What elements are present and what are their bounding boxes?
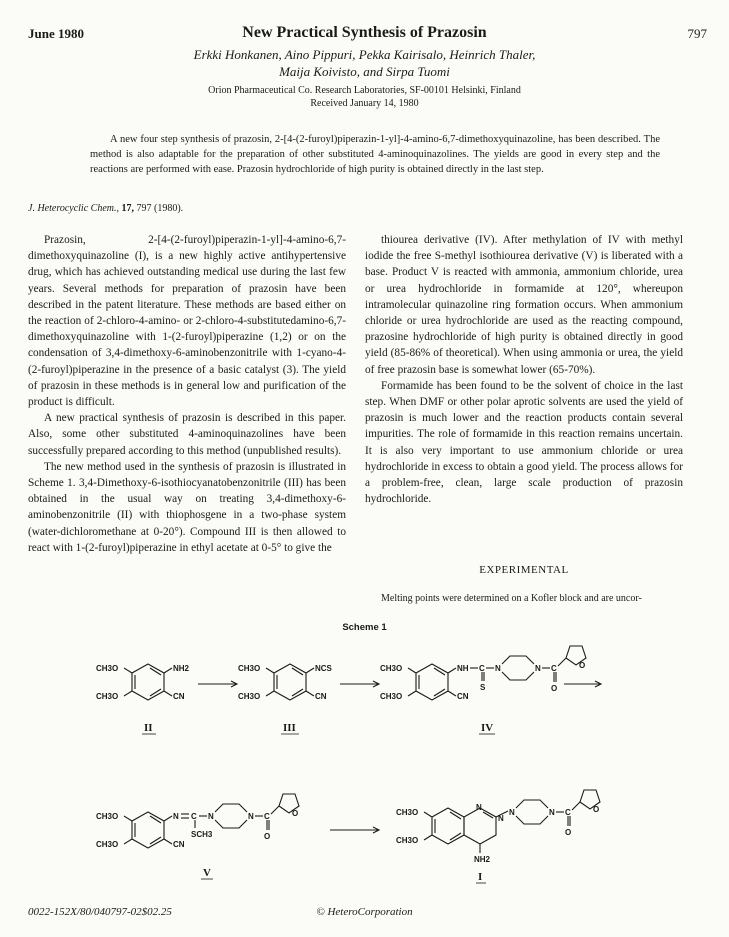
atom-label: N <box>208 812 214 821</box>
article-code: 0022-152X/80/040797-02$02.25 <box>28 906 172 918</box>
atom-label: N <box>498 814 504 823</box>
compound-label-i: I <box>478 871 483 883</box>
atom-label: CN <box>457 692 469 701</box>
atom-label: CN <box>173 692 185 701</box>
atom-label: O <box>579 661 586 670</box>
experimental-heading: EXPERIMENTAL <box>479 564 569 576</box>
atom-label: C <box>264 812 270 821</box>
received-date: Received January 14, 1980 <box>310 98 419 109</box>
affiliation: Orion Pharmaceutical Co. Research Laboratories, SF-00101 Helsinki, Finland <box>208 85 521 96</box>
copyright: © HeteroCorporation <box>316 906 413 918</box>
atom-label: CN <box>173 840 185 849</box>
atom-label: O <box>551 684 558 693</box>
atom-label: N <box>495 664 501 673</box>
paragraph: Prazosin, 2-[4-(2-furoyl)piperazin-1-yl]-4-amino-6,7-dimethoxyquinazoline (I), is a new highly active antihypertensive drug, which has achieved outstanding medical use during the last few years. Several methods for preparation of prazosin have been described in the patent literature. These methods are based either on the reaction of 2-chloro-4-amino- or 2-chloro-4-substitutedamino-6,7-dimethoxyquinazoline with 1-(2-furoyl)piperazine (1,2) or on the condensation of 3,4-dimethoxy-6-aminobenzonitrile with 1-cyano-4-(2-furoyl)piperazine in the presence of a basic catalyst (3). The yield of prazosin in these methods is in general low and purification of the product is difficult. <box>28 234 346 409</box>
atom-label: NH2 <box>474 855 491 864</box>
atom-label: N <box>248 812 254 821</box>
atom-label: CH3O <box>396 836 419 845</box>
page-number: 797 <box>687 26 707 41</box>
atom-label: CH3O <box>238 692 261 701</box>
atom-label: CH3O <box>96 840 119 849</box>
compound-v-structure <box>96 794 299 879</box>
citation-volume: 17, <box>121 203 134 214</box>
reaction-arrow <box>198 681 237 687</box>
atom-label: N <box>509 808 515 817</box>
atom-label: CH3O <box>396 808 419 817</box>
authors-line-1: Erkki Honkanen, Aino Pippuri, Pekka Kairisalo, Heinrich Thaler, <box>193 47 536 62</box>
compound-label-v: V <box>203 867 211 879</box>
atom-label: CH3O <box>96 692 119 701</box>
atom-label: N <box>535 664 541 673</box>
scheme-title: Scheme 1 <box>342 622 387 633</box>
reaction-arrow <box>330 827 379 833</box>
compound-label-iv: IV <box>481 722 494 734</box>
reaction-arrow <box>340 681 379 687</box>
compound-iv-structure <box>380 646 586 734</box>
atom-label: SCH3 <box>191 830 213 839</box>
atom-label: CH3O <box>380 692 403 701</box>
abstract: A new four step synthesis of prazosin, 2-[4-(2-furoyl)piperazin-1-yl]-4-amino-6,7-dimethoxyquinazoline, has been described. The method is also adaptable for the preparation of other substituted 4-aminoquinazolines. The yields are good in every step and the reactions are performed with ease. Prazosin hydrochloride of high purity is obtained directly in the last step. <box>90 134 660 175</box>
atom-label: CN <box>315 692 327 701</box>
experimental-text: Melting points were determined on a Kofler block and are uncor- <box>381 593 642 604</box>
atom-label: CH3O <box>96 812 119 821</box>
paragraph: A new practical synthesis of prazosin is described in this paper. Also, some other substituted 4-aminoquinazolines have been successfully prepared according to this method (unpublished results). <box>28 412 346 457</box>
authors-line-2: Maija Koivisto, and Sirpa Tuomi <box>279 64 450 79</box>
citation-pages: 797 (1980). <box>136 203 184 214</box>
atom-label: CH3O <box>96 664 119 673</box>
atom-label: N <box>549 808 555 817</box>
compound-i-structure <box>396 790 600 883</box>
atom-label: N <box>173 812 179 821</box>
atom-label: N <box>476 803 482 812</box>
paragraph: thiourea derivative (IV). After methylation of IV with methyl iodide the free S-methyl isothiourea derivative (V) is liberated with a base. Product V is reacted with ammonia, ammonium chloride, urea or urea hydrochloride in formamide at 120°, whereupon intramolecular quinazoline ring formation occurs. When ammonium chloride or urea hydrochloride are used as the reacting compound, prazosine hydrochloride of high purity is obtained directly in good yield (85-86% of theoretical). When using ammonia or urea, the yield of free prazosin base is somewhat lower (65-70%). <box>365 234 683 376</box>
citation-journal: J. Heterocyclic Chem., <box>28 203 119 214</box>
atom-label: O <box>565 828 572 837</box>
paragraph: Formamide has been found to be the solvent of choice in the last step. When DMF or other polar aprotic solvents are used the yield of prazosin is much lower and the reaction products contain several impurities. The role of formamide in this reaction remains uncertain. It is also very important to use ammonium chloride or urea hydrochloride in excess to obtain a good yield. The process allows for a problem-free, clean, large scale production of prazosin hydrochloride. <box>365 379 683 506</box>
paragraph: The new method used in the synthesis of prazosin is illustrated in Scheme 1. 3,4-Dimethoxy-6-isothiocyanatobenzonitrile (III) has been obtained in the usual way on treating 3,4-dimethoxy-6-aminobenzonitrile (II) with thiophosgene in a two-phase system (water-dichloromethane at 0-20°). Compound III is then allowed to react with 1-(2-furoyl)piperazine in ethyl acetate at 0-5° to give the <box>28 460 346 554</box>
atom-label: O <box>292 809 299 818</box>
compound-iii-structure <box>238 664 333 734</box>
atom-label: O <box>593 805 600 814</box>
compound-ii-structure <box>96 664 190 734</box>
atom-label: C <box>479 664 485 673</box>
atom-label: NCS <box>315 664 332 673</box>
atom-label: C <box>565 808 571 817</box>
atom-label: NH <box>457 664 469 673</box>
atom-label: CH3O <box>380 664 403 673</box>
compound-label-ii: II <box>144 722 153 734</box>
issue-date: June 1980 <box>28 26 84 41</box>
compound-label-iii: III <box>283 722 296 734</box>
atom-label: NH2 <box>173 664 190 673</box>
atom-label: S <box>480 683 486 692</box>
atom-label: C <box>551 664 557 673</box>
atom-label: CH3O <box>238 664 261 673</box>
reaction-arrow <box>564 681 601 687</box>
article-title: New Practical Synthesis of Prazosin <box>242 24 487 41</box>
atom-label: O <box>264 832 271 841</box>
atom-label: C <box>191 812 197 821</box>
